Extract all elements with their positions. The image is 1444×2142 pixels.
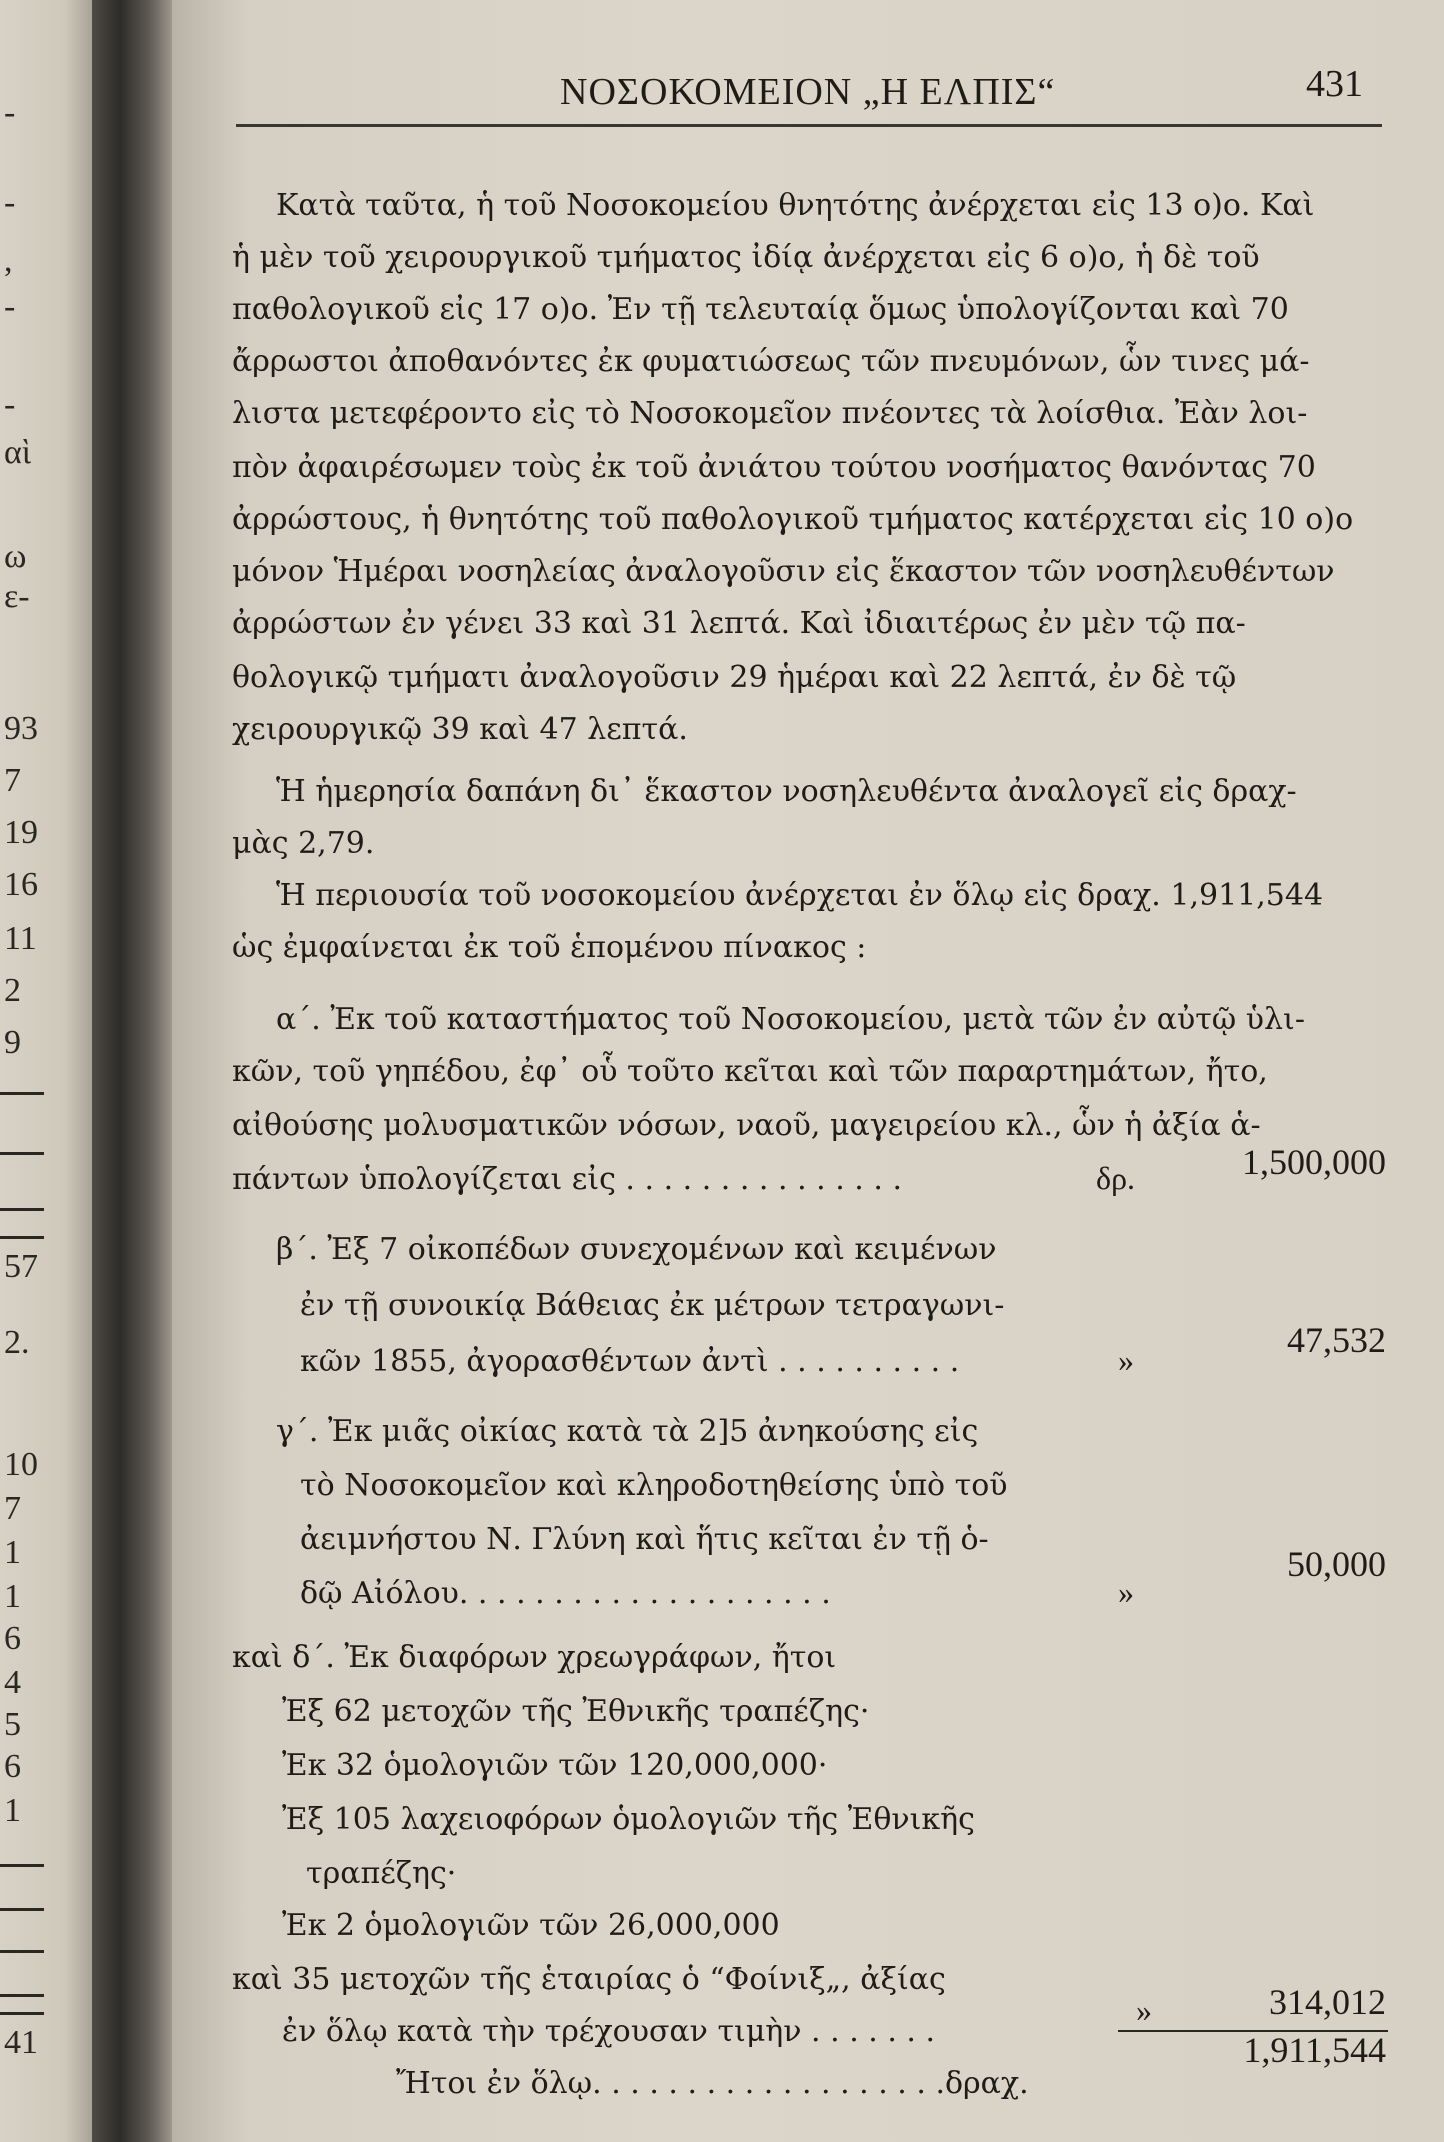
asset-line: ἐν ὅλῳ κατὰ τὴν τρέχουσαν τιμὴν . . . . . . . — [282, 2014, 936, 2049]
asset-line: Ἐξ 105 λαχειοφόρων ὁμολογιῶν τῆς Ἐθνικῆς — [282, 1802, 975, 1837]
page-number: 431 — [1306, 63, 1363, 105]
amount-item-d: 314,012 — [1269, 1982, 1386, 2022]
margin-fragment: 9 — [4, 1024, 21, 1061]
amount-item-c: 50,000 — [1287, 1544, 1386, 1584]
margin-fragment: 6 — [4, 1748, 21, 1785]
body-line: ἄρρωστοι ἀποθανόντες ἐκ φυματιώσεως τῶν πνευμόνων, ὧν τινες μά- — [232, 344, 1310, 379]
margin-rule — [0, 1908, 44, 1911]
margin-rule — [0, 1236, 44, 1239]
asset-line: Ἐκ 32 ὁμολογιῶν τῶν 120,000,000· — [282, 1748, 828, 1783]
total-label: Ἤτοι ἐν ὅλῳ. . . . . . . . . . . . . . . . . . .δραχ. — [396, 2066, 1029, 2101]
amount-item-a: 1,500,000 — [1242, 1142, 1386, 1182]
margin-fragment: 1 — [4, 1578, 21, 1615]
asset-line: καὶ δ΄. Ἐκ διαφόρων χρεωγράφων, ἤτοι — [232, 1640, 837, 1675]
margin-rule — [0, 1864, 44, 1867]
margin-fragment: 4 — [4, 1664, 21, 1701]
margin-fragment: 41 — [4, 2024, 38, 2061]
margin-fragment: , — [4, 242, 13, 279]
body-line: ἀρρώστους, ἡ θνητότης τοῦ παθολογικοῦ τμήματος κατέρχεται εἰς 10 ο)ο — [232, 502, 1354, 537]
asset-line: Ἐξ 62 μετοχῶν τῆς Ἐθνικῆς τραπέζης· — [282, 1694, 870, 1729]
margin-fragment: 11 — [4, 920, 37, 957]
total-amount: 1,911,544 — [1243, 2030, 1386, 2070]
margin-fragment: 7 — [4, 762, 21, 799]
margin-rule — [0, 1994, 44, 1997]
body-line: Ἡ ἡμερησία δαπάνη δι᾽ ἕκαστον νοσηλευθέντα ἀναλογεῖ εἰς δραχ- — [276, 774, 1297, 809]
asset-line: ἐν τῇ συνοικίᾳ Βάθειας ἐκ μέτρων τετραγωνι- — [300, 1288, 1005, 1323]
body-line: μόνον Ἡμέραι νοσηλείας ἀναλογοῦσιν εἰς ἕκαστον τῶν νοσηλευθέντων — [232, 554, 1335, 589]
body-line: Ἡ περιουσία τοῦ νοσοκομείου ἀνέρχεται ἐν ὅλῳ εἰς δραχ. 1,911,544 — [276, 878, 1324, 913]
margin-fragment: ε- — [4, 578, 30, 615]
asset-line: καὶ 35 μετοχῶν τῆς ἑταιρίας ὁ “Φοίνιξ„, ἀξίας — [232, 1962, 946, 1997]
asset-line: τραπέζης· — [306, 1856, 457, 1891]
body-line: πὸν ἀφαιρέσωμεν τοὺς ἐκ τοῦ ἀνιάτου τούτου νοσήματος θανόντας 70 — [232, 450, 1316, 485]
margin-fragment: 7 — [4, 1490, 21, 1527]
margin-fragment: 10 — [4, 1446, 38, 1483]
amount-item-b: 47,532 — [1287, 1320, 1386, 1360]
margin-fragment: 19 — [4, 814, 38, 851]
margin-fragment: αὶ — [4, 434, 31, 471]
margin-fragment: - — [4, 288, 16, 325]
ditto-mark: » — [1118, 1574, 1134, 1610]
body-line: θολογικῷ τμήματι ἀναλογοῦσιν 29 ἡμέραι καὶ 22 λεπτά, ἐν δὲ τῷ — [232, 660, 1237, 695]
currency-label: δρ. — [1096, 1160, 1136, 1196]
header-rule — [236, 124, 1382, 127]
margin-fragment: 6 — [4, 1620, 21, 1657]
margin-fragment: - — [4, 94, 16, 131]
asset-line: β΄. Ἐξ 7 οἰκοπέδων συνεχομένων καὶ κειμένων — [276, 1232, 997, 1267]
margin-fragment: 2 — [4, 972, 21, 1009]
body-line: Κατὰ ταῦτα, ἡ τοῦ Νοσοκομείου θνητότης ἀνέρχεται εἰς 13 ο)ο. Καὶ — [276, 188, 1315, 223]
asset-line: τὸ Νοσοκομεῖον καὶ κληροδοτηθείσης ὑπὸ τοῦ — [300, 1468, 1008, 1503]
asset-line: πάντων ὑπολογίζεται εἰς . . . . . . . . . . . . . . . — [232, 1162, 902, 1197]
margin-fragment: - — [4, 386, 16, 423]
body-line: ἀρρώστων ἐν γένει 33 καὶ 31 λεπτά. Καὶ ἰδιαιτέρως ἐν μὲν τῷ πα- — [232, 606, 1246, 641]
margin-fragment: - — [4, 184, 16, 221]
margin-rule — [0, 1152, 44, 1155]
margin-fragment: 93 — [4, 710, 38, 747]
asset-line: αἰθούσης μολυσματικῶν νόσων, ναοῦ, μαγειρείου κλ., ὧν ἡ ἀξία ἁ- — [232, 1108, 1261, 1143]
asset-line: δῷ Αἰόλου. . . . . . . . . . . . . . . . . . . . — [300, 1576, 831, 1611]
asset-line: Ἐκ 2 ὁμολογιῶν τῶν 26,000,000 — [282, 1908, 780, 1943]
ditto-mark: » — [1136, 1992, 1152, 2028]
body-line: λιστα μετεφέροντο εἰς τὸ Νοσοκομεῖον πνέοντες τὰ λοίσθια. Ἐὰν λοι- — [232, 396, 1308, 431]
margin-rule — [0, 1950, 44, 1953]
body-line: παθολογικοῦ εἰς 17 ο)ο. Ἐν τῇ τελευταίᾳ ὅμως ὑπολογίζονται καὶ 70 — [232, 292, 1289, 327]
margin-fragment: 16 — [4, 866, 38, 903]
body-line: μὰς 2,79. — [232, 826, 375, 861]
body-line: χειρουργικῷ 39 καὶ 47 λεπτά. — [232, 712, 688, 747]
book-gutter — [92, 0, 172, 2142]
body-line: ὡς ἐμφαίνεται ἐκ τοῦ ἑπομένου πίνακος : — [232, 930, 867, 965]
asset-line: α΄. Ἐκ τοῦ καταστήματος τοῦ Νοσοκομείου, μετὰ τῶν ἐν αὐτῷ ὑλι- — [276, 1002, 1305, 1037]
margin-rule — [0, 1092, 44, 1095]
margin-fragment: 57 — [4, 1248, 38, 1285]
asset-line: ἀειμνήστου Ν. Γλύνη καὶ ἥτις κεῖται ἐν τῇ ὁ- — [300, 1522, 989, 1557]
margin-fragment: 5 — [4, 1706, 21, 1743]
asset-line: κῶν, τοῦ γηπέδου, ἐφ᾽ οὗ τοῦτο κεῖται καὶ τῶν παραρτημάτων, ἤτο, — [232, 1054, 1268, 1089]
margin-fragment: 1 — [4, 1792, 21, 1829]
ditto-mark: » — [1118, 1342, 1134, 1378]
running-header: ΝΟΣΟΚΟΜΕΙΟΝ „Η ΕΛΠΙΣ“ — [560, 71, 1056, 113]
asset-line: γ΄. Ἐκ μιᾶς οἰκίας κατὰ τὰ 2]5 ἀνηκούσης εἰς — [276, 1414, 979, 1449]
margin-rule — [0, 1208, 44, 1211]
margin-fragment: 2. — [4, 1324, 30, 1361]
margin-rule — [0, 2012, 44, 2015]
body-line: ἡ μὲν τοῦ χειρουργικοῦ τμήματος ἰδίᾳ ἀνέρχεται εἰς 6 ο)ο, ἡ δὲ τοῦ — [232, 240, 1260, 275]
asset-line: κῶν 1855, ἀγορασθέντων ἀντὶ . . . . . . . . . . — [300, 1344, 960, 1379]
facing-page-edge — [0, 0, 92, 2142]
margin-fragment: ω — [4, 538, 27, 575]
margin-fragment: 1 — [4, 1534, 21, 1571]
